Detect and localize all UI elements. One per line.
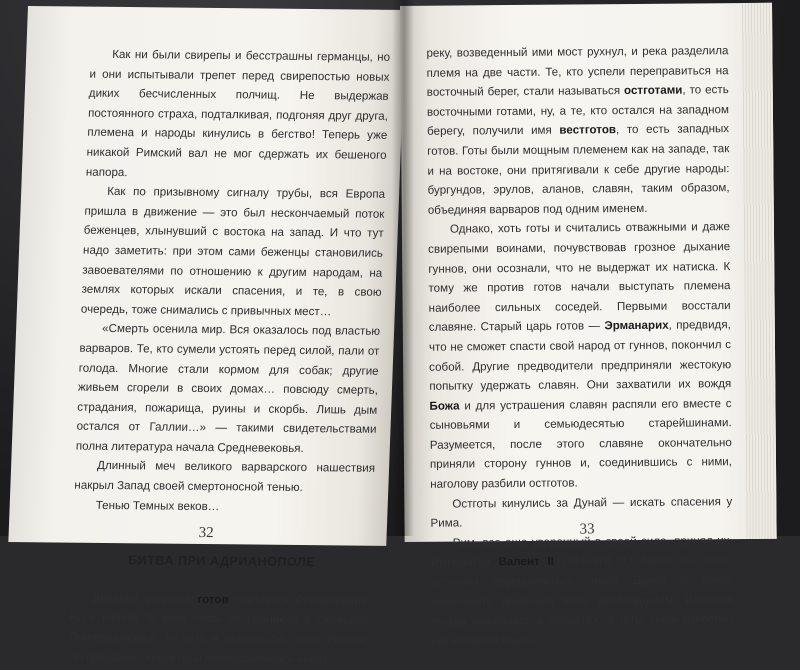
bold-term: готов bbox=[197, 592, 229, 607]
text-run: , то есть западных готов. Готы были мощным племенем как на западе, так и на востоке, они притягивали к себе другие народы: бургундов, эрулов, аланов, славян, таким образом, объединяя варваров под одним именем. bbox=[427, 122, 730, 217]
paragraph bbox=[68, 588, 371, 670]
paragraph bbox=[431, 531, 734, 651]
bold-term: вестготов bbox=[559, 123, 617, 137]
paragraph: Тенью Темных веков… bbox=[95, 498, 220, 513]
bold-term: остготами bbox=[623, 83, 683, 98]
text-run: , предвидя, что не сможет спасти свой народ от гуннов, покончил с собой. Другие предводители предприняли жестокую попытку удержать славян. Они захватили их вождя bbox=[428, 318, 732, 393]
paragraph: Остготы кинулись за Дунай — искать спасения у Рима. bbox=[430, 494, 733, 531]
text-run: и для устрашения славян распяли его вместе с сыновьями и семьюдесятью старейшинами. Разумеется, после этого славяне окончательно приняли сторону гуннов и, соединившись с ними, наголову разбили остготов. bbox=[429, 396, 733, 491]
left-page bbox=[8, 6, 406, 666]
paragraph bbox=[426, 41, 730, 220]
bold-term: Валент II bbox=[498, 555, 554, 569]
text-run: , то есть восточными готами, ну, а те, кто остался на западном берегу, получили имя bbox=[426, 83, 729, 139]
text-run: Древней родиной bbox=[92, 591, 198, 606]
paragraph: Длинный меч великого варварского нашествия накрыл Запад своей смертоносной тенью. bbox=[74, 459, 376, 495]
text-run: Рим, все еще уверенный в своей силе, принял их. Император bbox=[430, 533, 733, 570]
quote-paragraph: «Смерть осенила мир. Вся оказалось под властью варваров. Те, кто сумели устоять перед силой, пали от голода. Многие стали кормом для собак; другие живьем сгорели в своих домах… повсюду смерть, страдания, пожарища, руины и скорбь. Лишь дым остался от Галлии…» — такими свидетельствами полна литература начала Средневековья. bbox=[75, 322, 381, 455]
right-page-text bbox=[426, 41, 733, 651]
text-run: считается Скандинавия. Но к началу III века часть их проникла в Северное Причерноморье, то есть в нынешнюю часть России. По преданию, когда готы переправлялись через bbox=[67, 593, 371, 666]
left-page-text bbox=[68, 45, 391, 670]
section-heading: БИТВА ПРИ АДРИАНОПОЛЕ bbox=[127, 553, 316, 570]
bold-term: Божа bbox=[429, 399, 460, 413]
paragraph: Как по призывному сигналу трубы, вся Европа пришла в движение — это был нескончаемый поток беженцев, хлынувший с востока на запад. И что тут надо заметить: при этом сами беженцы становились завоевателями по отношению к другим народам, на землях которых искали спасения, и те, в свою очередь, тоже снимались с привычных мест… bbox=[80, 185, 386, 318]
right-page bbox=[400, 3, 777, 648]
paragraph: Как ни были свирепы и бесстрашны германцы, но и они испытывали трепет перед свирепостью новых диких бесчисленных полчищ. Не выдержав постоянного страха, подталкивая, подгоняя друг друга, племена и народы кинулись в бегство! Теперь уже никакой Римский вал не мог сдержать их бешеного напора. bbox=[85, 47, 391, 179]
text-run: реку, возведенный ими мост рухнул, и река разделила племя на две части. Те, кто успели переправиться на восточный берег, стали называться bbox=[426, 44, 729, 99]
book-spine-shadow bbox=[392, 0, 414, 536]
text-run: (364–378 гг.) будто бы помог остготам переправиться через Дунай и велел обеспечить беженцев всем необходимым. Империя всегда нуждалась в солдатах, а готы были известны как храбрые воины. bbox=[430, 553, 734, 648]
page-edges bbox=[742, 3, 777, 539]
paragraph bbox=[428, 217, 732, 494]
page-number: 32 bbox=[198, 524, 214, 542]
bold-term: Эрманарих bbox=[604, 318, 669, 333]
page-number: 33 bbox=[579, 521, 595, 538]
text-run: Однако, хоть готы и считались отважными и даже свирепыми воинами, почувствовав грозное дыхание гуннов, они осознали, что не выдержат их натиска. К тому же против готов начали выступать племена наиболее сильных соседей. Первыми восстали славяне. Старый царь готов — bbox=[428, 220, 731, 335]
